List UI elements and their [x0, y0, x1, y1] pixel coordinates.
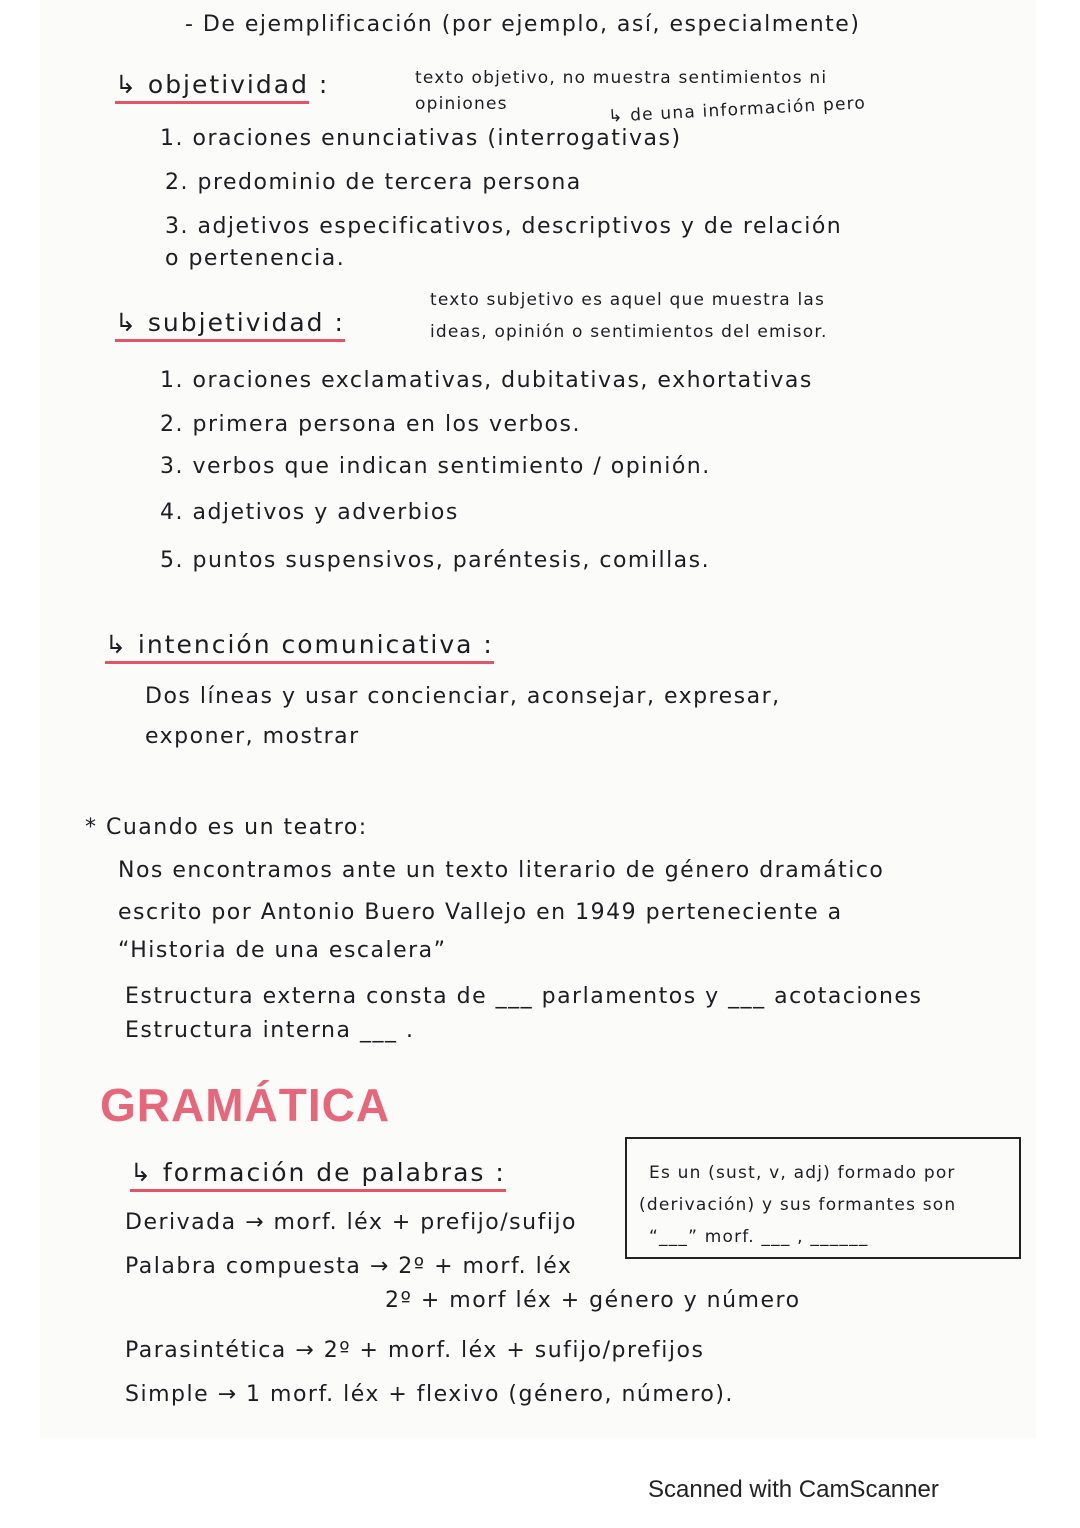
rule-line: Palabra compuesta → 2º + morf. léx	[125, 1254, 573, 1279]
text-line: texto objetivo, no muestra sentimientos ni	[415, 68, 828, 88]
text-line: “Historia de una escalera”	[118, 938, 447, 963]
text-line: - De ejemplificación (por ejemplo, así, especialmente)	[185, 12, 861, 37]
list-item: 2. primera persona en los verbos.	[160, 412, 581, 437]
list-item: 5. puntos suspensivos, paréntesis, comillas.	[160, 548, 711, 573]
rule-line: Simple → 1 morf. léx + flexivo (género, número).	[125, 1382, 734, 1407]
text-line: Estructura interna ___ .	[125, 1018, 415, 1043]
text-line: ideas, opinión o sentimientos del emisor.	[430, 322, 828, 342]
text-line: * Cuando es un teatro:	[85, 815, 368, 840]
rule-line: Parasintética → 2º + morf. léx + sufijo/prefijos	[125, 1338, 705, 1363]
list-item: 3. adjetivos especificativos, descriptivos y de relación	[165, 214, 843, 239]
heading-text: ↳ formación de palabras :	[130, 1158, 506, 1192]
text-line: opiniones	[415, 94, 508, 114]
text-line: escrito por Antonio Buero Vallejo en 1949 perteneciente a	[118, 900, 843, 925]
heading-subjetividad	[115, 308, 345, 337]
text-line: Nos encontramos ante un texto literario de género dramático	[118, 858, 885, 883]
camscanner-watermark: Scanned with CamScanner	[648, 1476, 939, 1503]
list-item: o pertenencia.	[165, 246, 346, 271]
list-item: 3. verbos que indican sentimiento / opinión.	[160, 454, 711, 479]
rule-line: Derivada → morf. léx + prefijo/sufijo	[125, 1210, 578, 1235]
box-line: (derivación) y sus formantes son	[639, 1195, 957, 1215]
box-line: Es un (sust, v, adj) formado por	[649, 1163, 956, 1183]
list-item: 2. predominio de tercera persona	[165, 170, 582, 195]
list-item: 1. oraciones enunciativas (interrogativas)	[160, 126, 682, 151]
heading-text: ↳ subjetividad :	[115, 308, 345, 342]
heading-formacion	[130, 1158, 506, 1187]
colon: :	[318, 70, 330, 99]
text-line: texto subjetivo es aquel que muestra las	[430, 290, 826, 310]
text-line: exponer, mostrar	[145, 724, 360, 749]
text-line: Dos líneas y usar concienciar, aconsejar, expresar,	[145, 684, 781, 709]
section-title-gramatica: GRAMÁTICA	[100, 1079, 391, 1131]
heading-intencion	[105, 630, 494, 659]
heading-text: ↳ intención comunicativa :	[105, 630, 494, 664]
heading-objetividad	[115, 70, 329, 99]
template-box	[625, 1137, 1021, 1259]
heading-text: ↳ objetividad	[115, 70, 309, 104]
list-item: 4. adjetivos y adverbios	[160, 500, 459, 525]
list-item: 1. oraciones exclamativas, dubitativas, exhortativas	[160, 368, 813, 393]
text-line: ↳ de una información pero	[607, 93, 867, 127]
text-line: Estructura externa consta de ___ parlamentos y ___ acotaciones	[125, 984, 923, 1009]
box-line: “___” morf. ___ , ______	[649, 1227, 869, 1247]
rule-line: 2º + morf léx + género y número	[385, 1288, 801, 1313]
